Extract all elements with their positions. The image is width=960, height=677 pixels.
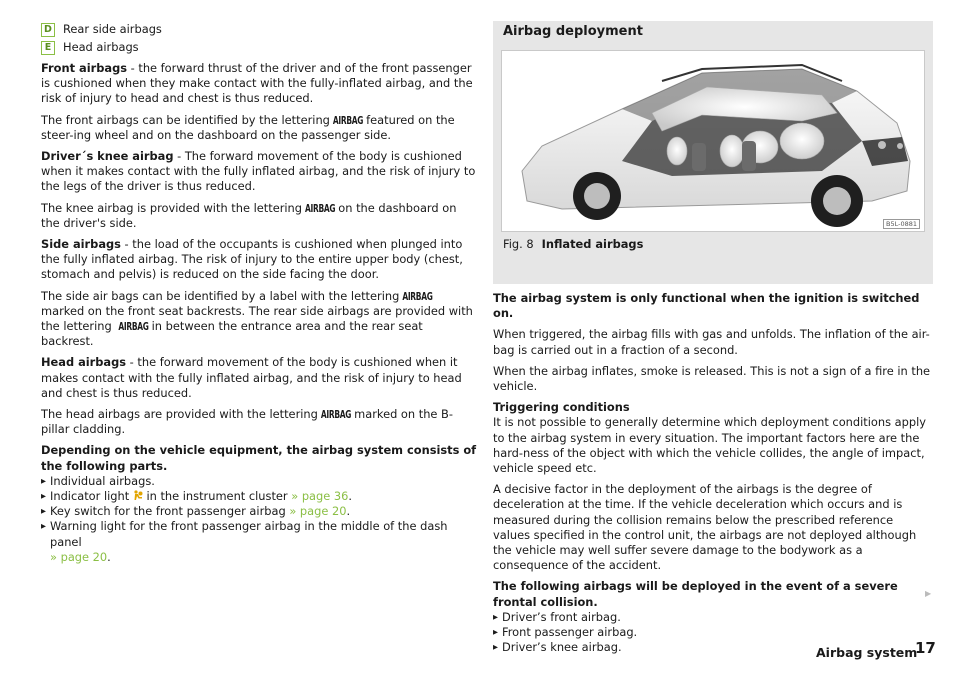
airbag-lettering-icon: AIRBAG [305, 201, 336, 215]
front-airbags-paragraph: Front airbags - the forward thrust of the driver and of the front passenger is cushioned when they make contact with the fully-inflated airbag, and the risk of injury to head and chest is thus reduced. [41, 61, 473, 106]
list-item: ▶ Driver’s front airbag. [493, 610, 933, 625]
front-airbags-label-paragraph: The front airbags can be identified by the lettering AIRBAG featured on the steer-ing wheel and on the dashboard on the passenger side. [41, 113, 477, 143]
side-airbags-title: Side airbags [41, 237, 121, 252]
legend-text-e: Head airbags [63, 40, 139, 55]
legend-key-e: E [41, 41, 55, 55]
page-20-link[interactable]: » page 20 [289, 504, 347, 519]
airbag-warning-icon [133, 490, 143, 501]
airbag-lettering-icon: AIRBAG [402, 289, 433, 303]
airbag-lettering-icon: AIRBAG [320, 408, 352, 421]
section-title: Airbag deployment [493, 21, 933, 43]
functional-note: The airbag system is only functional when the ignition is switched on. [493, 291, 920, 321]
list-item: ▶ Key switch for the front passenger airbag » page 20. [41, 504, 477, 519]
list-item: ▶ Front passenger airbag. [493, 625, 933, 640]
triggering-conditions-text: It is not possible to generally determine which deployment conditions apply to the airbag system in every situation. The important factors here are the hard-ness of the object with which the vehicle collides, the angle of impact, vehicle speed etc. [493, 415, 926, 476]
paragraph-trigger-fill: When triggered, the airbag fills with gas and unfolds. The inflation of the air-bag is carried out in a fraction of a second. [493, 327, 930, 357]
knee-airbag-label-paragraph: The knee airbag is provided with the lettering AIRBAG on the dashboard on the driver's side. [41, 201, 477, 231]
continue-arrow-icon: ▶ [925, 589, 932, 598]
side-airbags-paragraph: Side airbags - the load of the occupants is cushioned when plunged into the fully inflated airbag. The risk of injury to the entire upper body (chest, stomach and pelvis) is reduced on the side facing the door. [41, 237, 463, 282]
front-airbags-title: Front airbags [41, 61, 127, 75]
head-airbags-title: Head airbags [41, 355, 127, 370]
head-airbags-paragraph: Head airbags - the forward movement of the body is cushioned when it makes contact with the fully inflated airbag, and the risk of injury to head and chest is thus reduced. [41, 355, 462, 400]
head-airbags-label-paragraph: The head airbags are provided with the lettering AIRBAG marked on the B-pillar cladding. [41, 407, 477, 437]
footer-section: Airbag system [816, 645, 918, 660]
parts-heading: Depending on the vehicle equipment, the airbag system consists of the following parts. [41, 443, 477, 473]
paragraph-smoke: When the airbag inflates, smoke is released. This is not a sign of a fire in the vehicle. [493, 363, 931, 394]
page-number: 17 [915, 639, 936, 657]
figure-title: Inflated airbags [541, 237, 644, 251]
list-item: ▶ Warning light for the front passenger airbag in the middle of the dash panel [41, 519, 477, 549]
list-item: ▶ Indicator light in the instrument cluster » page 36. [41, 489, 477, 504]
legend-item-e [41, 39, 477, 57]
left-column [41, 21, 477, 565]
paragraph-deceleration: A decisive factor in the deployment of the airbags is the degree of deceleration at the time. If the vehicle deceleration which occurs and is measured during the collision remains below the prescribed reference values specified in the control unit, the airbags are not deployed although the vehicle may well suffer severe damage to the bodywork as a consequence of the accident. [493, 482, 917, 573]
airbag-lettering-icon: AIRBAG [332, 113, 364, 127]
inflated-airbags-illustration [501, 50, 925, 232]
legend-text-d: Rear side airbags [63, 22, 162, 37]
figure-caption [501, 232, 925, 252]
list-item: ▶ Individual airbags. [41, 474, 477, 489]
page-36-link[interactable]: » page 36 [291, 489, 349, 504]
figure [493, 43, 933, 284]
knee-airbag-paragraph: Driver´s knee airbag - The forward movement of the body is cushioned when it makes contact with the fully inflated airbag, and the risk of injury to the legs of the driver is thus reduced. [41, 149, 476, 194]
page-20-link[interactable]: » page 20 [50, 549, 108, 564]
legend-key-d: D [41, 23, 55, 37]
legend-item-d [41, 21, 477, 39]
deploy-heading: The following airbags will be deployed in the event of a severe frontal collision. [493, 579, 898, 609]
list-item: ▶ Driver’s knee airbag. [493, 640, 933, 655]
figure-code: B5L-0881 [883, 219, 920, 229]
car-illustration [502, 51, 925, 232]
airbag-lettering-icon: AIRBAG [118, 320, 149, 333]
side-airbags-label-paragraph: The side air bags can be identified by a label with the lettering AIRBAGmarked on the front seat backrests. The rear side airbags are provided with the lettering AIRBAG in between the entrance area and the rear seat backrest. [41, 289, 477, 350]
right-column [493, 21, 933, 655]
figure-number: Fig. 8 [503, 237, 534, 251]
knee-airbag-title: Driver´s knee airbag [41, 149, 174, 164]
list-item-continuation: » page 20. [50, 549, 111, 564]
triggering-conditions-title: Triggering conditions [493, 400, 630, 415]
